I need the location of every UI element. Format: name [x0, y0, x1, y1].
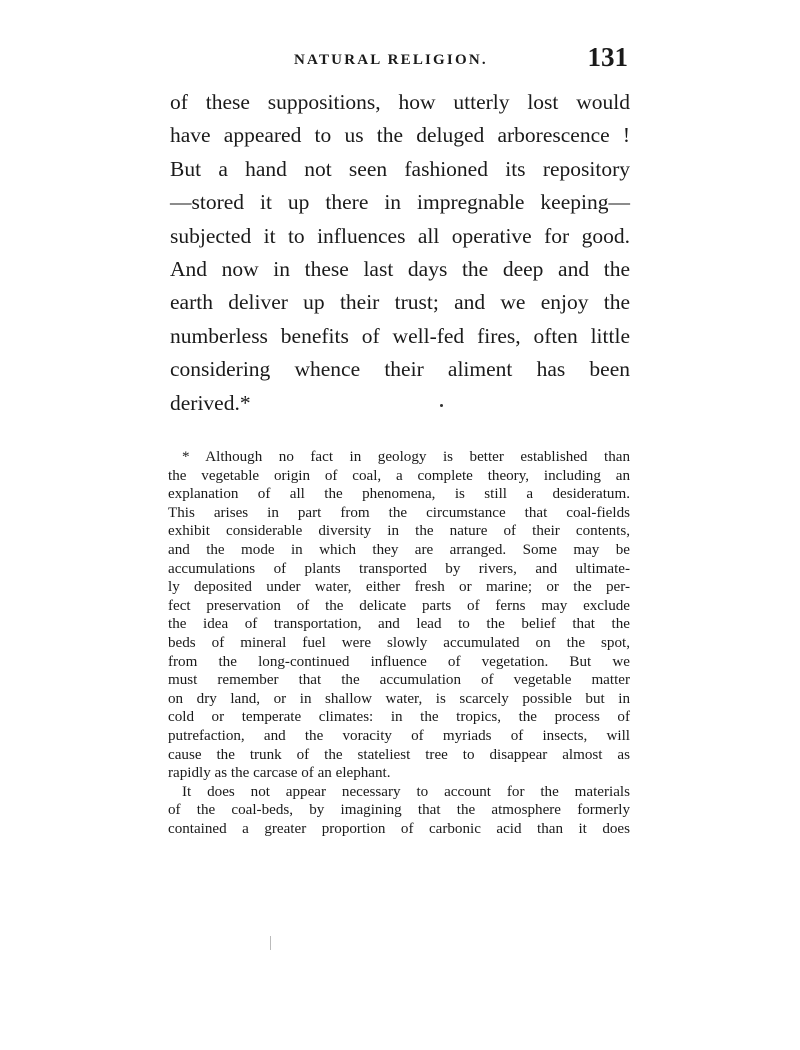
footnote-line: on dry land, or in shallow water, is scarcely possible but in [168, 690, 630, 707]
print-speck [440, 404, 443, 407]
footnote-line: from the long-continued influence of vegetation. But we [168, 653, 630, 670]
footnote-line: ly deposited under water, either fresh or marine; or the per- [168, 579, 630, 596]
page-header [170, 42, 630, 82]
footnote-line: the idea of transportation, and lead to the belief that the [168, 616, 630, 633]
footnote-line: accumulations of plants transported by rivers, and ultimate- [168, 560, 630, 577]
page-number: 131 [587, 42, 628, 72]
body-text [170, 86, 630, 420]
footnote-line: contained a greater proportion of carbonic acid than it does [168, 820, 630, 837]
footnote-line: exhibit considerable diversity in the nature of their contents, [168, 523, 630, 540]
footnote-line: explanation of all the phenomena, is still a desideratum. [168, 486, 630, 503]
footnote [168, 448, 630, 838]
footnote-line: This arises in part from the circumstance that coal-fields [168, 504, 630, 521]
footnote-line: * Although no fact in geology is better established than [182, 449, 630, 465]
body-line: —stored it up there in impregnable keeping— [170, 190, 630, 215]
body-line: derived.* [170, 390, 251, 415]
footnote-line: the vegetable origin of coal, a complete theory, including an [168, 467, 630, 484]
body-line: numberless benefits of well-fed fires, often little [170, 323, 630, 348]
body-line: of these suppositions, how utterly lost would [170, 90, 630, 114]
footnote-line: putrefaction, and the voracity of myriads of insects, will [168, 727, 630, 744]
body-line: subjected it to influences all operative for good. [170, 223, 630, 248]
print-mark [270, 936, 271, 950]
footnote-line: of the coal-beds, by imagining that the atmosphere formerly [168, 802, 630, 819]
footnote-line: fect preservation of the delicate parts of ferns may exclude [168, 597, 630, 614]
footnote-line: cause the trunk of the stateliest tree to disappear almost as [168, 746, 630, 763]
running-head: NATURAL RELIGION. [294, 52, 488, 68]
footnote-line: and the mode in which they are arranged. Some may be [168, 541, 630, 558]
footnote-line: must remember that the accumulation of vegetable matter [168, 672, 630, 689]
body-line: have appeared to us the deluged arborescence ! [170, 123, 630, 148]
footnote-line: rapidly as the carcase of an elephant. [168, 765, 391, 782]
footnote-line: beds of mineral fuel were slowly accumulated on the spot, [168, 634, 630, 651]
body-line: earth deliver up their trust; and we enjoy the [170, 290, 630, 315]
footnote-line: cold or temperate climates: in the tropics, the process of [168, 709, 630, 726]
footnote-line: It does not appear necessary to account for the materials [182, 783, 630, 800]
body-line: considering whence their aliment has been [170, 357, 630, 382]
body-line: And now in these last days the deep and the [170, 256, 630, 281]
body-line: But a hand not seen fashioned its repository [170, 156, 630, 181]
